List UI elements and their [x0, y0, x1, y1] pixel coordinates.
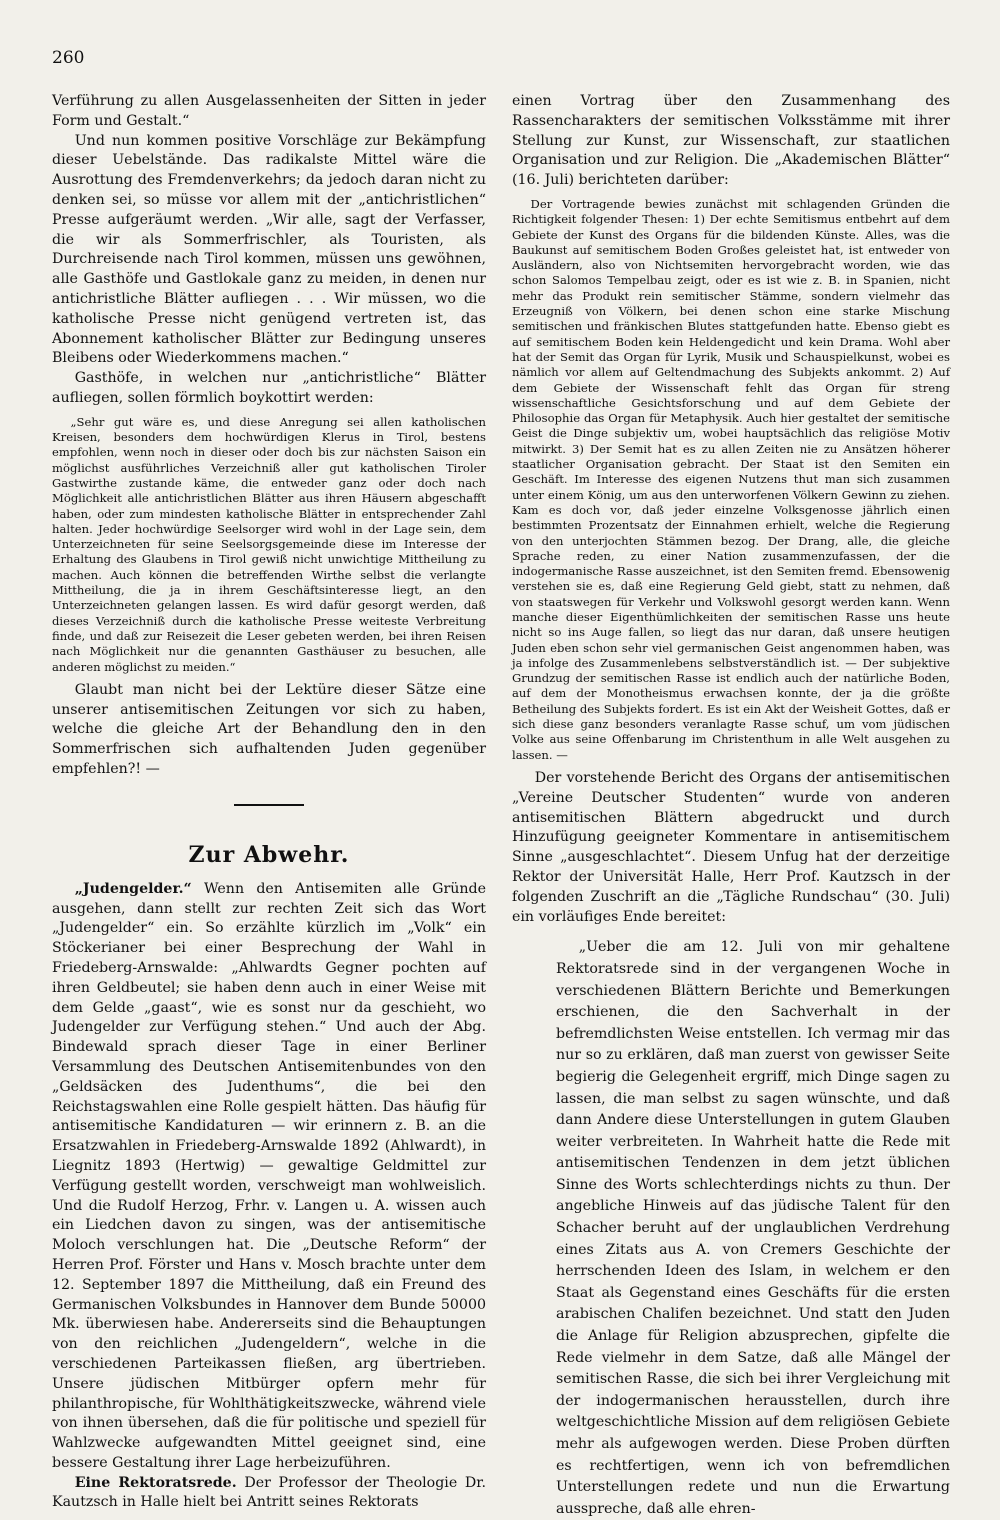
- right-quote-small: Der Vortragende bewies zunächst mit schlagenden Gründen die Richtigkeit folgender Thesen: 1) Der echte Semitismus entbehrt auf dem Gebiete der Kunst des Organs für die bildenden Künste. Alles, was die Baukunst auf semitischem Boden Großes geleistet hat, ist entweder von Ausländern, also von Nichtsemiten hervorgebracht worden, wie das schon Salomos Tempelbau zeigt, oder es ist wie z. B. in Spanien, nicht mehr das Produkt rein semitischer Stämme, sondern vielmehr das Erzeugniß von Völkern, bei denen schon eine starke Mischung semitischen und fränkischen Blutes stattgefunden hatte. Ebenso giebt es auf semitischem Boden kein Heldengedicht und kein Drama. Wohl aber hat der Semit das Organ für Lyrik, Musik und Schauspielkunst, wobei es nämlich vor allem auf Geltendmachung des Subjekts ankommt. 2) Auf dem Gebiete der Wissenschaft fehlt das Organ für streng wissenschaftliche Gesichtsforschung und auf dem Gebiete der Philosophie das Organ für Metaphysik. Auch hier gestaltet der semitische Geist die Dinge subjektiv um, wobei hauptsächlich das religiöse Motiv mitwirkt. 3) Der Semit hat es zu allen Zeiten nie zu Ansätzen höherer staatlicher Organisation gebracht. Der Staat ist den Semiten ein Geschäft. Im Interesse des eigenen Nutzens thut man sich zusammen unter einem König, um aus den unterworfenen Völkern Gewinn zu ziehen. Kam es doch vor, daß jeder einzelne Volksgenosse jährlich einen bestimmten Prozentsatz der Einnahmen erhielt, welche die Regierung von den unterjochten Stämmen bezog. Der Drang, alle, die gleiche Sprache reden, zu einer Nation zusammenzufassen, der die indogermanische Rasse auszeichnet, ist den Semiten fremd. Ebensowenig verstehen sie es, daß eine Regierung Geld giebt, statt zu nehmen, daß von staatswegen für Verkehr und Volkswohl gesorgt werden kann. Wenn manche dieser Eigenthümlichkeiten der semitischen Rasse uns heute nicht so ins Auge fallen, so liegt das nur daran, daß unsere heutigen Juden eben schon sehr viel germanischen Geist angenommen haben, was ja infolge des Zusammenlebens selbstverständlich ist. — Der subjektive Grundzug der semitischen Rasse ist endlich auch der natürliche Boden, auf dem der Monotheismus erwachsen konnte, der ja die größte Betheilung des Subjekts fordert. Es ist ein Akt der Weisheit Gottes, daß er sich diese ganz besonders veranlagte Rasse schuf, um vom jüdischen Volke aus seine Offenbarung im Christenthum in alle Welt ausgehen zu lassen. —: [512, 196, 950, 762]
- section-heading: Zur Abwehr.: [188, 841, 350, 868]
- right-paragraph-1: einen Vortrag über den Zusammenhang des Rassencharakters der semitischen Volksstämme mit ihrer Stellung zur Kunst, zur Wissenschaft, zur staatlichen Organisation und zur Religion. Die „Akademischen Blätter“ (16. Juli) berichteten darüber:: [512, 93, 950, 189]
- section-divider: [234, 804, 304, 806]
- judengelder-text: Wenn den Antisemiten alle Gründe ausgehen, dann stellt zur rechten Zeit sich das Wort „Judengelder“ ein. So erzählte kürzlich im „Volk“ ein Stöckerianer bei einer Besprechung der Wahl in Friedeberg-Arnswalde: „Ahlwardts Gegner pochten auf ihren Geldbeutel; sie haben denn auch in einer Weise mit dem Gelde „gaast“, wie es sonst nur da geschieht, wo Judengelder zur Verfügung stehen.“ Und auch der Abg. Bindewald sprach dieser Tage in einer Berliner Versammlung des Deutschen Antisemitenbundes von den „Geldsäcken des Judenthums“, die bei den Reichstagswahlen eine Rolle gespielt hätten. Das häufig für antisemitische Kandidaturen — wir erinnern z. B. an die Ersatzwahlen in Friedeberg-Arnswalde 1892 (Ahlwardt), in Liegnitz 1893 (Hertwig) — gewaltige Geldmittel zur Verfügung gestellt worden, verschweigt man wohlweislich. Und die Rudolf Herzog, Frhr. v. Langen u. A. wissen auch ein Liedchen davon zu singen, was der antisemitische Moloch verschlungen hat. Die „Deutsche Reform“ der Herren Prof. Förster und Hans v. Mosch brachte unter dem 12. September 1897 die Mittheilung, daß ein Freund des Germanischen Volksbundes in Hannover dem Bunde 50000 Mk. überwiesen habe. Andererseits sind die Behauptungen von den reichlichen „Judengeldern“, welche in die verschiedenen Parteikassen fließen, arg übertrieben. Unsere jüdischen Mitbürger opfern mehr für philanthropische, für Wohlthätigkeitszwecke, während viele von ihnen übersehen, daß die für politische und speziell für Wahlzwecke aufgewandten Mittel geeignet sind, eine bessere Gestaltung ihrer Lage herbeizuführen.: [52, 880, 486, 1471]
- rektorat-text: Der Professor der Theologie Dr. Kautzsch in Halle hielt bei Antritt seines Rektorats: [52, 1474, 486, 1511]
- left-paragraph-2: Und nun kommen positive Vorschläge zur Bekämpfung dieser Uebelstände. Das radikalste Mittel wäre die Ausrottung des Fremdenverkehrs; da jedoch daran nicht zu denken sei, so müsse vor allem mit der „antichristlichen“ Presse aufgeräumt werden. „Wir alle, sagt der Verfasser, die wir als Sommerfrischler, als Touristen, als Durchreisende nach Tirol kommen, müssen uns gewöhnen, alle Gasthöfe und Gastlokale ganz zu meiden, in denen nur antichristliche Blätter aufliegen . . . Wir müssen, wo die katholische Presse nicht genügend vertreten ist, das Abonnement katholischer Blätter zur Bedingung unseres Bleibens oder Wiederkommens machen.“: [52, 132, 486, 367]
- judengelder-run-in: „Judengelder.“: [74, 880, 192, 897]
- right-paragraph-2: Der vorstehende Bericht des Organs der antisemitischen „Vereine Deutscher Studenten“ wurde von anderen antisemitischen Blättern abgedruckt und durch Hinzufügung geeigneter Kommentare in antisemitischem Sinne „ausgeschlachtet“. Diesem Unfug hat der derzeitige Rektor der Universität Halle, Herr Prof. Kautzsch in der folgenden Zuschrift an die „Tägliche Rundschau“ (30. Juli) ein vorläufiges Ende bereitet:: [512, 769, 950, 925]
- rektorat-run-in: Eine Rektoratsrede.: [74, 1474, 237, 1491]
- rektorat-paragraph: [52, 1474, 486, 1514]
- left-paragraph-4: Glaubt man nicht bei der Lektüre dieser Sätze eine unserer antisemitischen Zeitungen vor sich zu haben, welche die gleiche Art der Behandlung den in den Sommerfrischen sich aufhaltenden Juden gegenüber empfehlen?! —: [52, 681, 486, 777]
- left-column: [52, 92, 486, 1513]
- left-quote-small: „Sehr gut wäre es, und diese Anregung sei allen katholischen Kreisen, besonders dem hochwürdigen Klerus in Tirol, bestens empfohlen, wenn noch in dieser oder doch bis zur nächsten Saison ein möglichst ausführliches Verzeichniß aller gut katholischen Tiroler Gastwirthe zustande käme, die entweder ganz oder doch nach Möglichkeit alle antichristlichen Blätter aus ihren Häusern abgeschafft haben, oder zum mindesten katholische Blätter in entsprechender Zahl halten. Jeder hochwürdige Seelsorger wird wohl in der Lage sein, dem Unterzeichneten für seine Seelsorgsgemeinde diese im Interesse der Erhaltung des Glaubens in Tirol gewiß nicht unwichtige Mittheilung zu machen. Auch können die betreffenden Wirthe selbst die verlangte Mittheilung, die ja in ihrem Geschäftsinteresse liegt, an den Unterzeichneten gelangen lassen. Es wird dafür gesorgt werden, daß dieses Verzeichniß durch die katholische Presse weiteste Verbreitung finde, und daß zur Reisezeit die Leser gebeten werden, bei ihren Reisen nach Möglichkeit nur die genannten Gasthäuser zu besuchen, alle anderen möglichst zu meiden.“: [52, 414, 486, 674]
- left-paragraph-1: Verführung zu allen Ausgelassenheiten der Sitten in jeder Form und Gestalt.“: [52, 93, 486, 129]
- judengelder-paragraph: [52, 880, 486, 1474]
- left-paragraph-3: Gasthöfe, in welchen nur „antichristliche“ Blätter aufliegen, sollen förmlich boykottirt werden:: [52, 370, 486, 406]
- right-quote-large: „Ueber die am 12. Juli von mir gehaltene Rektoratsrede sind in der vergangenen Woche in verschiedenen Blättern Berichte und Bemerkungen erschienen, die den Sachverhalt in der befremdlichsten Weise entstellen. Ich vermag mir das nur so zu erklären, daß man zuerst von gewisser Seite begierig die Gelegenheit ergriff, mich Dinge sagen zu lassen, die man selbst zu sagen wünschte, und daß dann Andere diese Unterstellungen in gutem Glauben weiter verbreiteten. In Wahrheit hatte die Rede mit antisemitischen Tendenzen in dem jetzt üblichen Sinne des Worts schlechterdings nichts zu thun. Der angebliche Hinweis auf das jüdische Talent für den Schacher beruht auf der unglaublichen Verdrehung eines Zitats aus A. von Cremers Geschichte der herrschenden Ideen des Islam, in welchem er den Staat als Gegenstand eines Geschäfts für die ersten arabischen Chalifen bezeichnet. Und statt den Juden die Anlage für Religion abzusprechen, gipfelte die Rede vielmehr in dem Satze, daß alle Mängel der semitischen Rasse, die sich bei ihrer Vergleichung mit der indogermanischen herausstellen, durch ihre weltgeschichtliche Mission auf dem religiösen Gebiete mehr als aufgewogen werden. Diese Proben dürften es rechtfertigen, wenn ich von befremdlichen Unterstellungen redete und nun die Erwartung ausspreche, daß alle ehren-: [556, 939, 950, 1517]
- page-number: 260: [52, 48, 85, 68]
- right-column: [512, 92, 950, 1520]
